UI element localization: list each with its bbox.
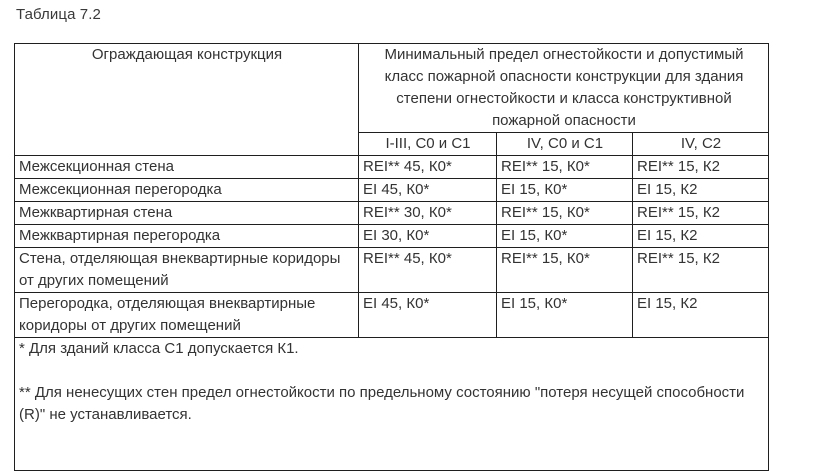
table-cell: EI 15, К0* bbox=[497, 179, 633, 202]
row-name: Межквартирная перегородка bbox=[15, 225, 359, 248]
header-requirement: Минимальный предел огнестойкости и допустимый класс пожарной опасности конструкции для здания степени огнестойкости и класса конструктивной пожарной опасности bbox=[359, 44, 769, 133]
row-name: Перегородка, отделяющая внеквартирные коридоры от других помещений bbox=[15, 293, 359, 338]
column-header: IV, С0 и С1 bbox=[497, 133, 633, 156]
header-row bbox=[15, 44, 769, 133]
table-cell: REI** 45, К0* bbox=[359, 156, 497, 179]
table-cell: REI** 15, К2 bbox=[633, 248, 769, 293]
table-row bbox=[15, 225, 769, 248]
footnotes bbox=[15, 338, 769, 471]
footnote: * Для зданий класса С1 допускается К1. bbox=[19, 340, 299, 357]
table-cell: EI 45, К0* bbox=[359, 179, 497, 202]
table-cell: REI** 15, К2 bbox=[633, 202, 769, 225]
table-cell: REI** 30, К0* bbox=[359, 202, 497, 225]
table-cell: REI** 15, К0* bbox=[497, 202, 633, 225]
table-row bbox=[15, 248, 769, 293]
table-cell: REI** 15, К2 bbox=[633, 156, 769, 179]
row-name: Стена, отделяющая внеквартирные коридоры от других помещений bbox=[15, 248, 359, 293]
footnote-spacer bbox=[19, 360, 765, 382]
table-row bbox=[15, 293, 769, 338]
table-row bbox=[15, 179, 769, 202]
footnote: ** Для ненесущих стен предел огнестойкости по предельному состоянию "потеря несущей способности (R)" не устанавливается. bbox=[19, 384, 745, 423]
table-cell: REI** 15, К0* bbox=[497, 156, 633, 179]
column-header: I-III, С0 и С1 bbox=[359, 133, 497, 156]
table-cell: REI** 45, К0* bbox=[359, 248, 497, 293]
header-construction: Ограждающая конструкция bbox=[15, 44, 359, 156]
footnote-row bbox=[15, 338, 769, 471]
table-cell: EI 15, К2 bbox=[633, 225, 769, 248]
table-cell: EI 15, К2 bbox=[633, 179, 769, 202]
row-name: Межсекционная перегородка bbox=[15, 179, 359, 202]
table-cell: EI 30, К0* bbox=[359, 225, 497, 248]
table-row bbox=[15, 156, 769, 179]
fire-resistance-table bbox=[14, 43, 769, 471]
table-row bbox=[15, 202, 769, 225]
row-name: Межсекционная стена bbox=[15, 156, 359, 179]
column-header: IV, С2 bbox=[633, 133, 769, 156]
table-cell: REI** 15, К0* bbox=[497, 248, 633, 293]
table-caption: Таблица 7.2 bbox=[16, 6, 101, 23]
table-cell: EI 15, К2 bbox=[633, 293, 769, 338]
row-name: Межквартирная стена bbox=[15, 202, 359, 225]
table-cell: EI 15, К0* bbox=[497, 225, 633, 248]
table-cell: EI 15, К0* bbox=[497, 293, 633, 338]
table-cell: EI 45, К0* bbox=[359, 293, 497, 338]
